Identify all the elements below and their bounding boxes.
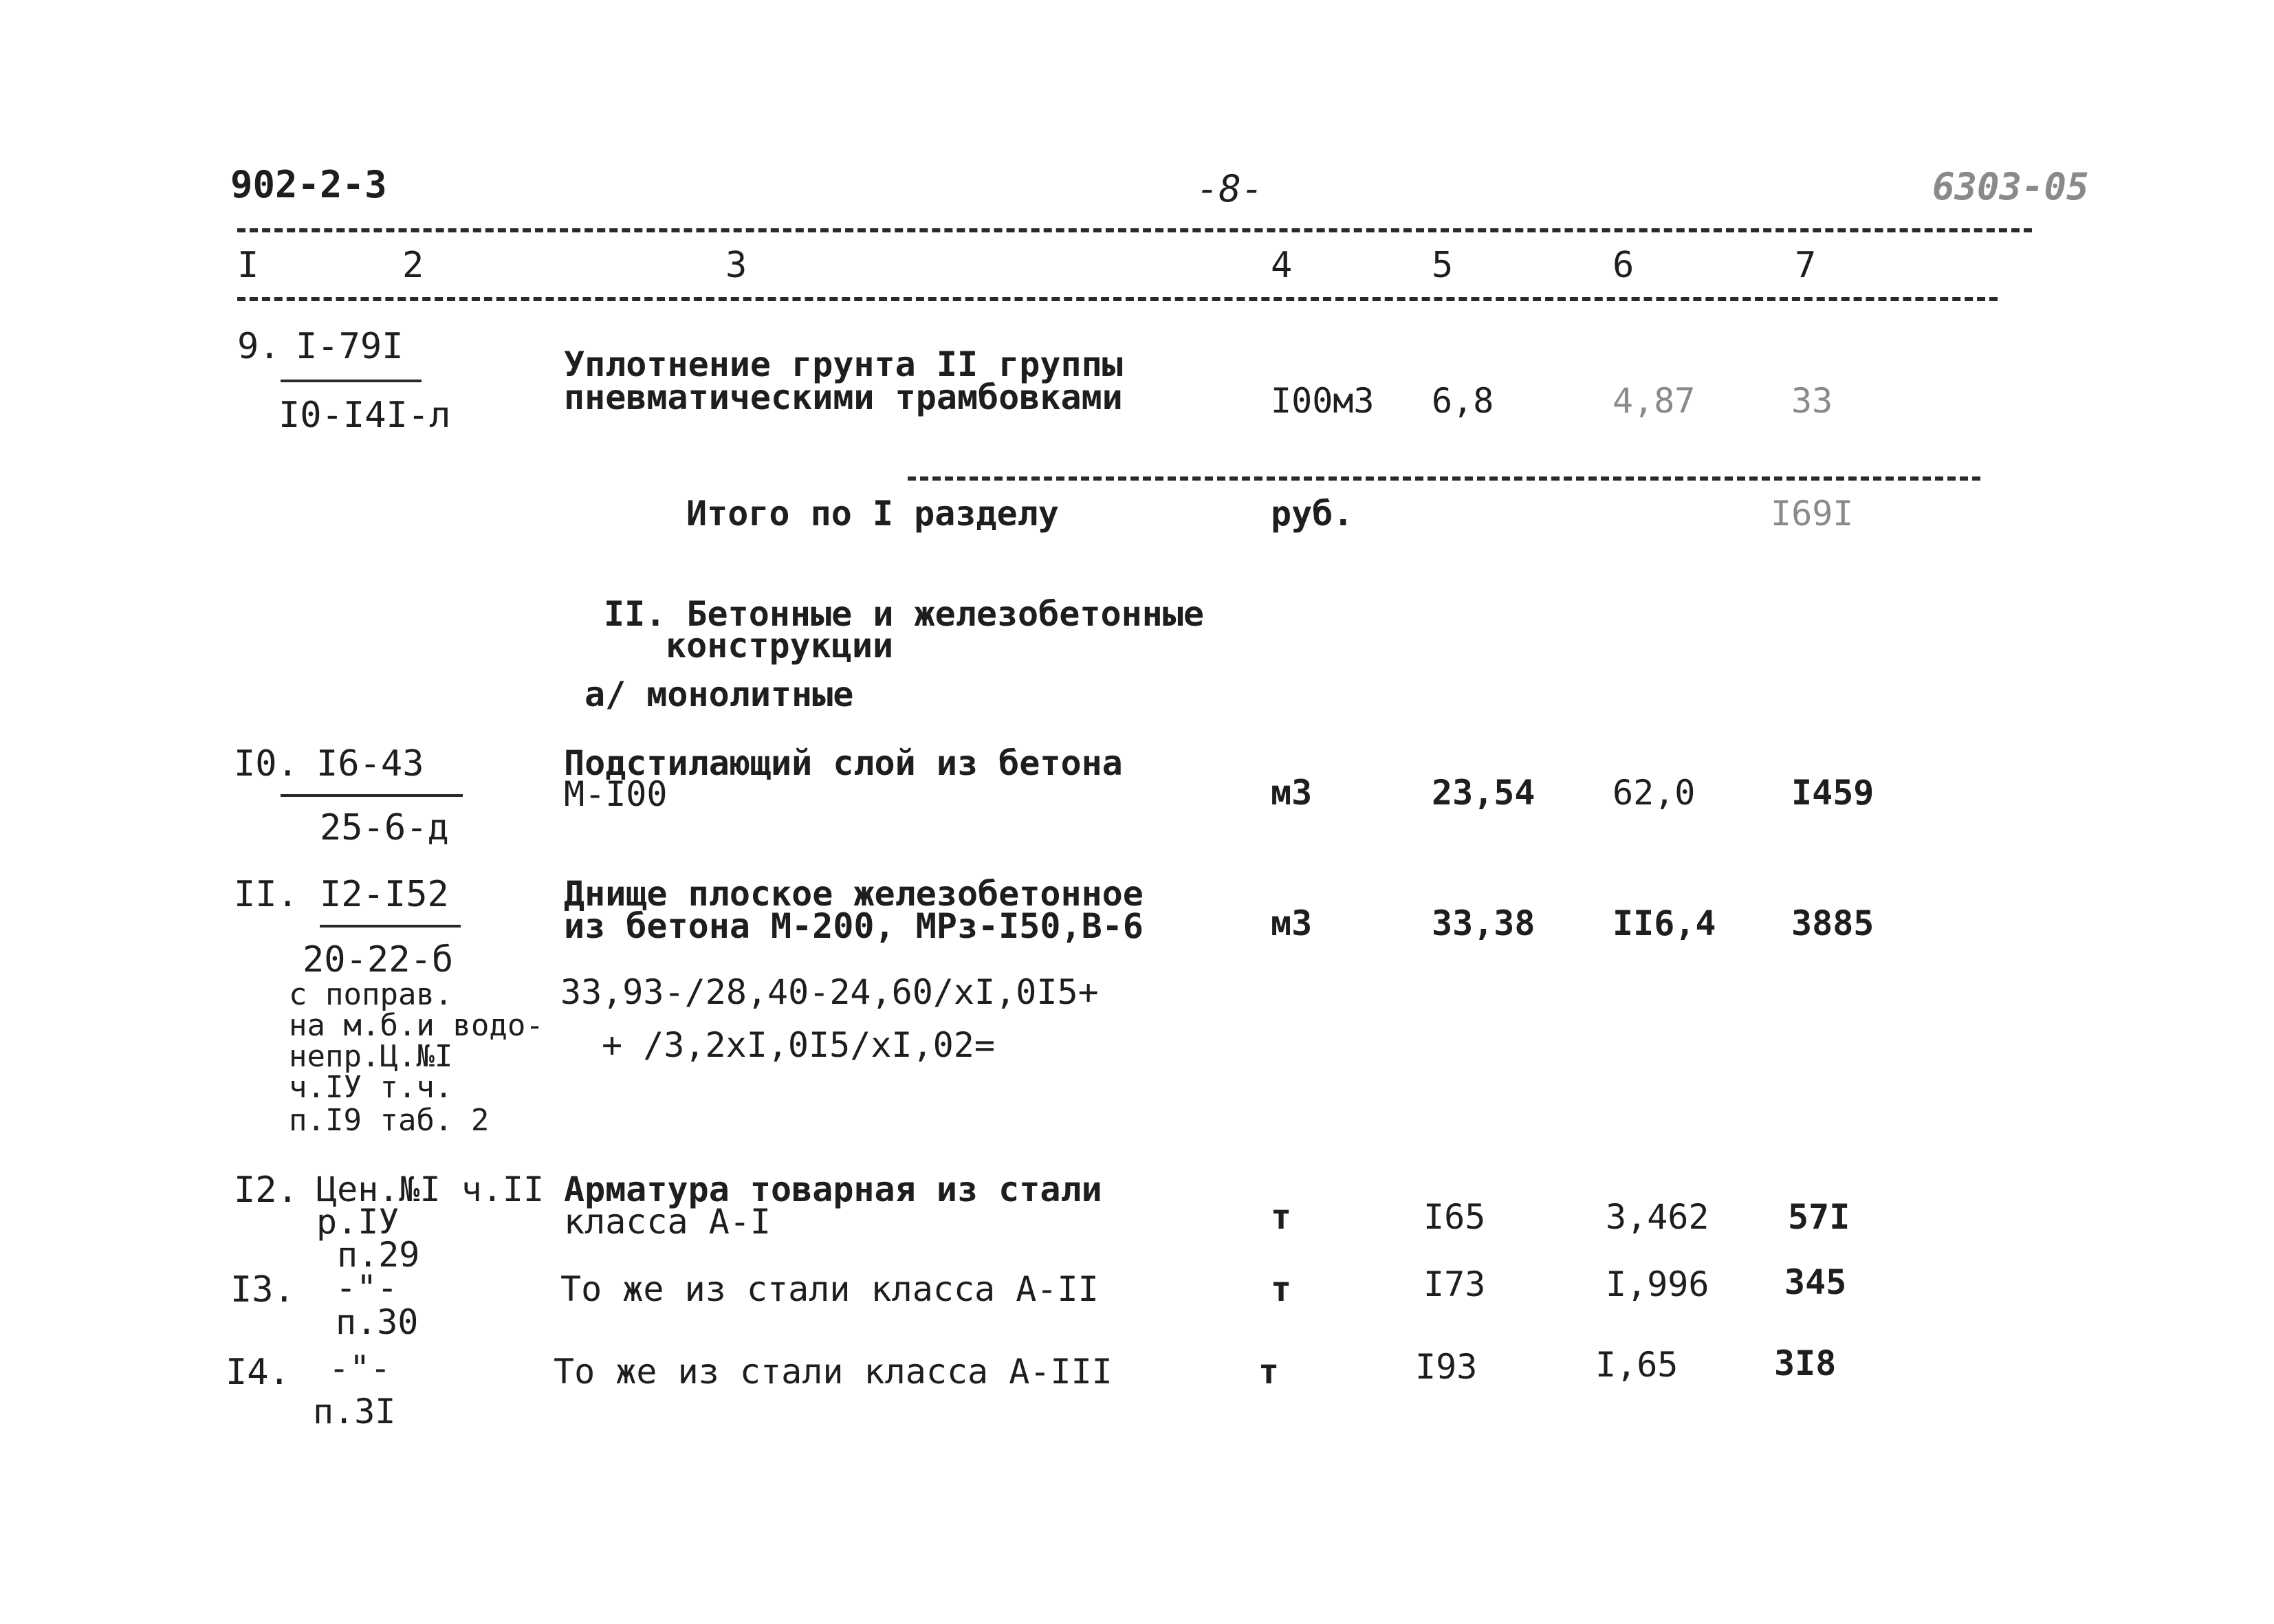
subtotal-label: Итого по I разделу [686,494,1059,534]
section-title: конструкции [666,626,894,666]
col-header-6: 6 [1612,245,1635,286]
section-subtitle: а/ монолитные [584,674,854,714]
quantity: I73 [1423,1264,1486,1304]
code-fraction-line [320,925,461,928]
code-line: п.29 [337,1235,420,1275]
unit: м3 [1271,903,1313,943]
code-fraction-line [281,380,422,382]
correction-note: на м.б.и водо- [289,1008,544,1043]
row-number: I0. [234,743,298,784]
row-number: I2. [234,1170,298,1211]
unit-price: 4,87 [1612,381,1696,421]
header-top-rule [237,228,2032,232]
description-line: Арматура товарная из стали [564,1170,1102,1209]
row-number: 9. [237,326,281,367]
sheet-code: 6303-05 [1932,165,2089,208]
code-line: р.IУ [316,1202,400,1242]
col-header-4: 4 [1271,245,1293,286]
subtotal-value: I69I [1771,494,1854,534]
total-cost: 345 [1784,1262,1847,1302]
code-fraction-line [281,794,463,797]
code-top: I2-I52 [320,874,449,915]
correction-note: непр.Ц.№I [289,1039,453,1074]
code-line: -"- [336,1268,398,1308]
unit-price: I,996 [1606,1264,1709,1304]
calculation-line: + /3,2хI,0I5/хI,02= [602,1025,995,1065]
unit: I00м3 [1271,381,1375,421]
correction-note: ч.IУ т.ч. [289,1070,453,1105]
col-header-3: 3 [725,245,747,286]
subtotal-rule [908,476,1980,481]
quantity: 6,8 [1432,381,1494,421]
row-number: I4. [226,1352,290,1393]
col-header-5: 5 [1432,245,1454,286]
unit-price: 62,0 [1612,773,1696,813]
quantity: I65 [1423,1197,1486,1237]
header-bottom-rule [237,297,1998,301]
code-bottom: I0-I4I-л [278,395,451,436]
description-line: Уплотнение грунта II группы [564,344,1123,384]
code-line: п.3I [313,1392,396,1431]
row-number: I3. [230,1269,295,1310]
code-line: -"- [329,1348,391,1388]
page-number: -8- [1196,167,1264,210]
total-cost: 3I8 [1774,1343,1837,1383]
total-cost: 3885 [1791,903,1874,943]
section-title: II. Бетонные и железобетонные [604,594,1204,634]
calculation-line: 33,93-/28,40-24,60/хI,0I5+ [560,972,1099,1012]
description-line: класса А-I [564,1202,772,1242]
total-cost: I459 [1791,773,1874,813]
description-line: М-I00 [564,774,668,814]
description-line: пневматическими трамбовками [564,377,1123,417]
description-line: из бетона М-200, МРз-I50,В-6 [564,906,1144,946]
description-line: Днище плоское железобетонное [564,874,1144,914]
code-line: п.30 [336,1302,419,1342]
correction-note: с поправ. [289,977,453,1012]
col-header-1: I [237,245,259,286]
unit-price: 3,462 [1606,1197,1709,1237]
description-line: То же из стали класса А-III [554,1352,1113,1392]
unit: т [1258,1352,1280,1392]
code-bottom: 20-22-б [303,939,454,980]
quantity: I93 [1415,1347,1478,1387]
code-line: Цен.№I ч.II [316,1170,545,1209]
col-header-2: 2 [402,245,424,286]
description-line: То же из стали класса А-II [560,1269,1099,1309]
quantity: 33,38 [1432,903,1535,943]
total-cost: 33 [1791,381,1833,421]
total-cost: 57I [1788,1197,1850,1237]
unit-price: II6,4 [1612,903,1716,943]
unit: м3 [1271,773,1313,813]
unit: т [1271,1269,1292,1309]
description-line: Подстилающий слой из бетона [564,743,1123,783]
quantity: 23,54 [1432,773,1535,813]
col-header-7: 7 [1795,245,1817,286]
subtotal-unit: руб. [1271,494,1354,534]
unit: т [1271,1197,1292,1237]
code-top: I6-43 [316,743,424,784]
doc-code: 902-2-3 [230,163,387,206]
unit-price: I,65 [1595,1345,1679,1385]
code-top: I-79I [296,326,404,367]
row-number: II. [234,874,298,915]
code-bottom: 25-6-д [320,807,449,848]
correction-note: п.I9 таб. 2 [289,1103,490,1138]
